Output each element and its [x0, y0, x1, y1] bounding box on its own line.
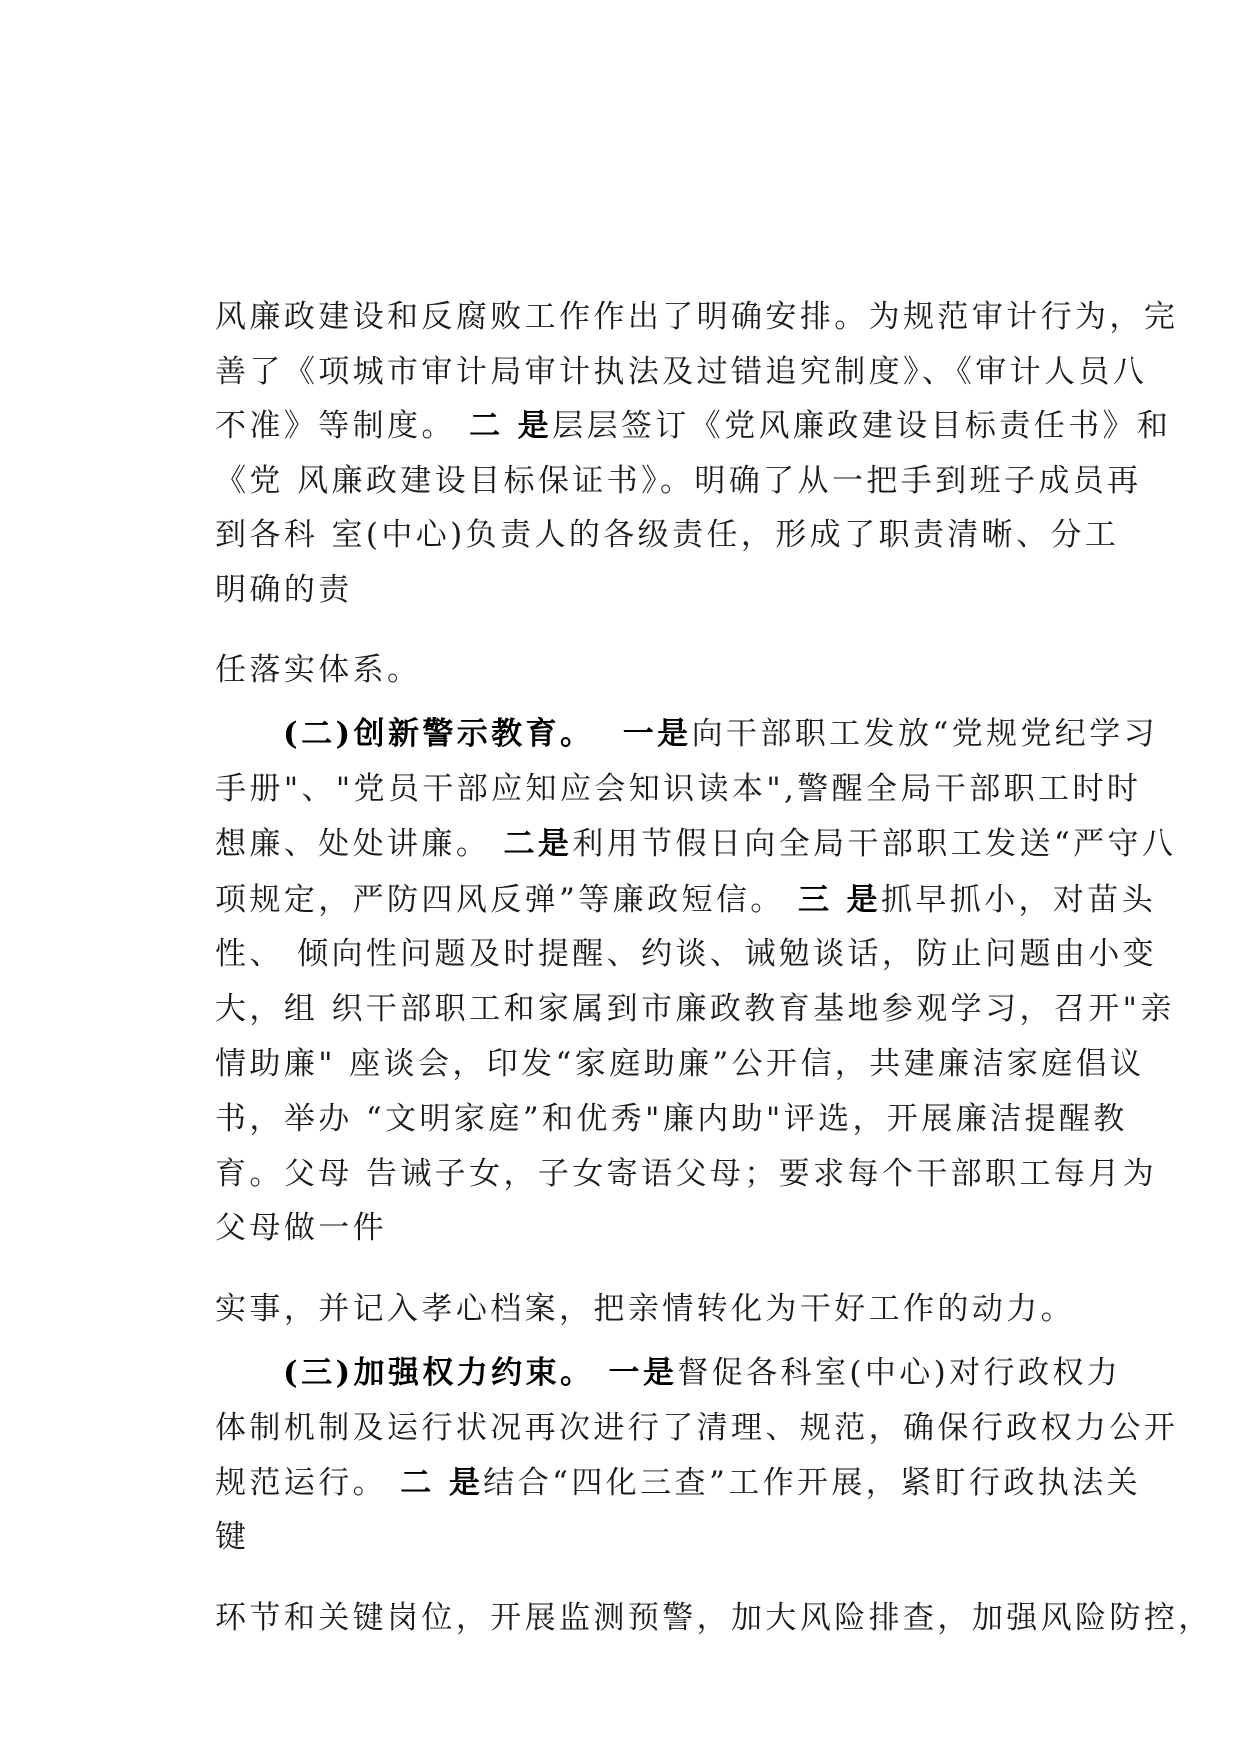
bold-span: 三 是	[797, 882, 881, 918]
text-span: 利用节假日向全局干部职工发送“严守八	[572, 826, 1177, 862]
text-span: 环节和关键岗位，开展监测预警，加大风险排查，加强风险防控，	[215, 1600, 1213, 1636]
text-span: 善了《项城市审计局审计执法及过错追究制度》、《审计人员八	[215, 354, 1148, 390]
text-line	[162, 1558, 1213, 1678]
text-span: 抓早抓小，对苗头	[880, 882, 1157, 918]
text-span: 情助廉" 座谈会，印发“家庭助廉”公开信，共建廉洁家庭倡议	[215, 1046, 1145, 1082]
text-span: 层层签订《党风廉政建设目标责任书》和	[552, 408, 1172, 444]
text-span: 不准》等制度。	[215, 408, 470, 444]
text-span: 性、 倾向性问题及时提醒、约谈、诫勉谈话，防止问题由小变	[215, 936, 1158, 972]
text-span: 规范运行。	[215, 1465, 401, 1501]
text-span: 明确的责	[215, 572, 353, 608]
text-span: 大，组 织干部职工和家属到市廉政教育基地参观学习，召开"亲	[215, 991, 1175, 1027]
text-span: 风廉政建设和反腐败工作作出了明确安排。为规范审计行为，完	[215, 299, 1179, 335]
text-span: 《党 风廉政建设目标保证书》。明确了从一把手到班子成员再	[215, 463, 1142, 499]
text-span: 手册"、"党员干部应知应会知识读本",警醒全局干部职工时时	[215, 771, 1142, 807]
text-span: 体制机制及运行状况再次进行了清理、规范，确保行政权力公开	[215, 1410, 1179, 1446]
text-span: 育。父母 告诫子女，子女寄语父母；要求每个干部职工每月为	[215, 1156, 1158, 1192]
bold-span: 二 是	[400, 1465, 484, 1501]
text-span: 结合“四化三查”工作开展，紧盯行政执法关	[483, 1465, 1141, 1501]
text-span: 任落实体系。	[215, 652, 422, 688]
text-span: 键	[215, 1519, 250, 1555]
text-span: 书，举办 “文明家庭”和优秀"廉内助"评选，开展廉洁提醒教	[215, 1101, 1128, 1137]
bold-span: 二是	[503, 826, 573, 862]
text-span: 督促各科室(中心)对行政权力	[677, 1355, 1122, 1391]
section-heading: (二)创新警示教育。 一是	[283, 716, 692, 752]
text-span: 想廉、处处讲廉。	[215, 826, 504, 862]
text-span: 父母做一件	[215, 1210, 388, 1246]
text-span: 实事，并记入孝心档案，把亲情转化为干好工作的动力。	[215, 1291, 1076, 1327]
text-span: 项规定，严防四风反弹”等廉政短信。	[215, 882, 798, 918]
text-span: 向干部职工发放“党规党纪学习	[691, 716, 1159, 752]
text-span: 到各科 室(中心)负责人的各级责任，形成了职责清晰、分工	[215, 517, 1120, 553]
bold-span: 二 是	[469, 408, 553, 444]
section-heading: (三)加强权力约束。 一是	[283, 1355, 678, 1391]
text-line	[162, 1423, 1141, 1543]
